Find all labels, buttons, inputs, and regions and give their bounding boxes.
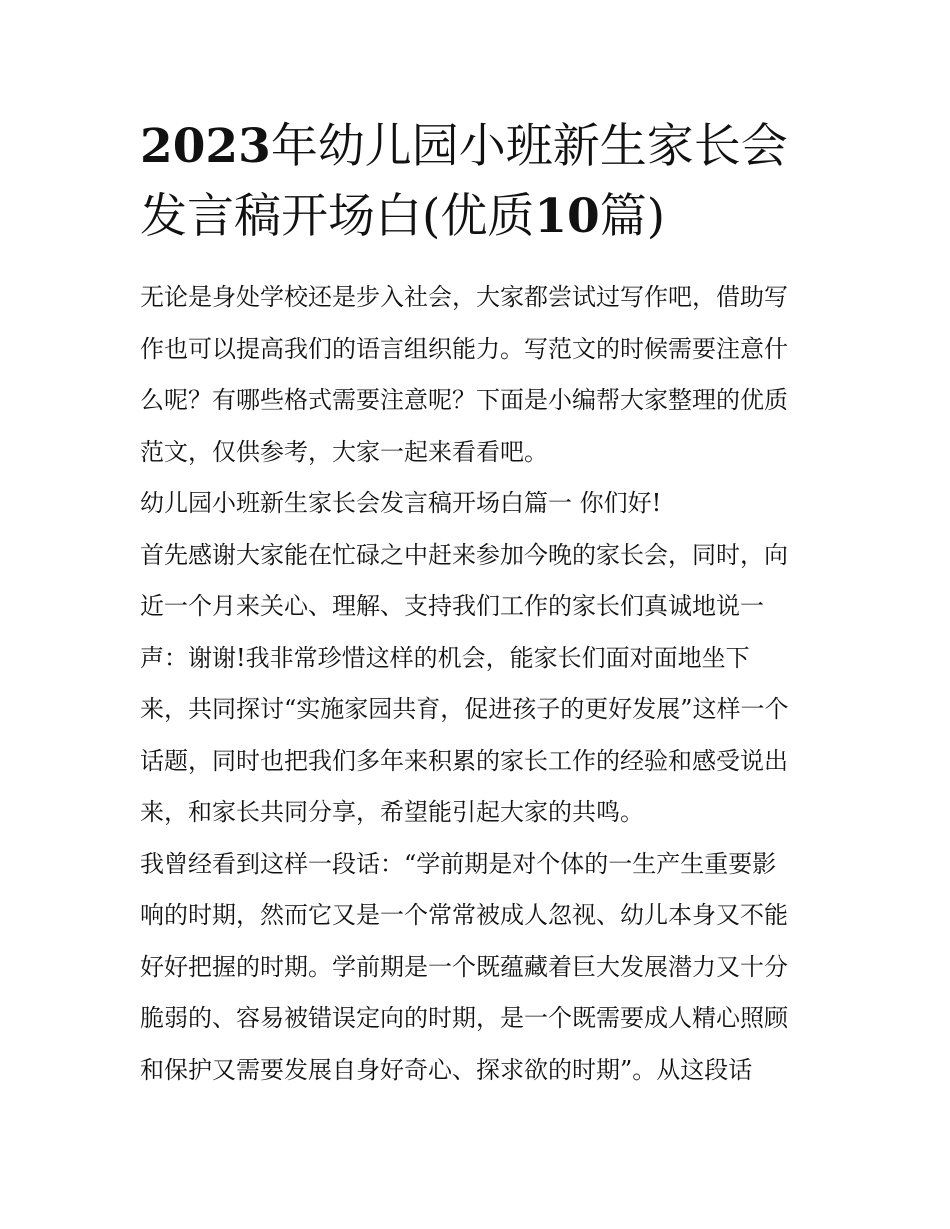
body-line: 范文，仅供参考，大家一起来看看吧。 (140, 437, 548, 466)
body-line: 无论是身处学校还是步入社会，大家都尝试过写作吧，借助写 (140, 283, 788, 311)
body-line: 话题，同时也把我们多年来积累的家长工作的经验和感受说出 (140, 746, 788, 775)
body-line: 好好把握的时期。学前期是一个既蕴藏着巨大发展潜力又十分 (140, 952, 788, 981)
section-heading-line: 幼儿园小班新生家长会发言稿开场白篇一 你们好! (140, 489, 662, 517)
body-line: 声：谢谢!我非常珍惜这样的机会，能家长们面对面地坐下 (140, 643, 750, 672)
body-line: 首先感谢大家能在忙碌之中赶来参加今晚的家长会，同时，向 (140, 540, 788, 569)
body-line: 脆弱的、容易被错误定向的时期，是一个既需要成人精心照顾 (140, 1004, 788, 1032)
body-line: 来，和家长共同分享，希望能引起大家的共鸣。 (140, 798, 644, 826)
title-line-1: 2023年幼儿园小班新生家长会 (140, 119, 788, 174)
body-line: 和保护又需要发展自身好奇心、探求欲的时期”。从这段话 (140, 1055, 753, 1084)
document-content (140, 112, 812, 1096)
body-line: 么呢？有哪些格式需要注意呢？下面是小编帮大家整理的优质 (140, 386, 788, 414)
title-line-2: 发言稿开场白(优质10篇) (140, 189, 666, 244)
body-line: 我曾经看到这样一段话：“学前期是对个体的一生产生重要影 (140, 849, 777, 878)
document-body (140, 272, 812, 1096)
document-title (140, 112, 812, 252)
body-line: 近一个月来关心、理解、支持我们工作的家长们真诚地说一 (140, 592, 764, 620)
body-line: 来，共同探讨“实施家园共育，促进孩子的更好发展”这样一个 (140, 695, 789, 723)
body-line: 响的时期，然而它又是一个常常被成人忽视、幼儿本身又不能 (140, 901, 788, 929)
body-line: 作也可以提高我们的语言组织能力。写范文的时候需要注意什 (140, 334, 788, 363)
